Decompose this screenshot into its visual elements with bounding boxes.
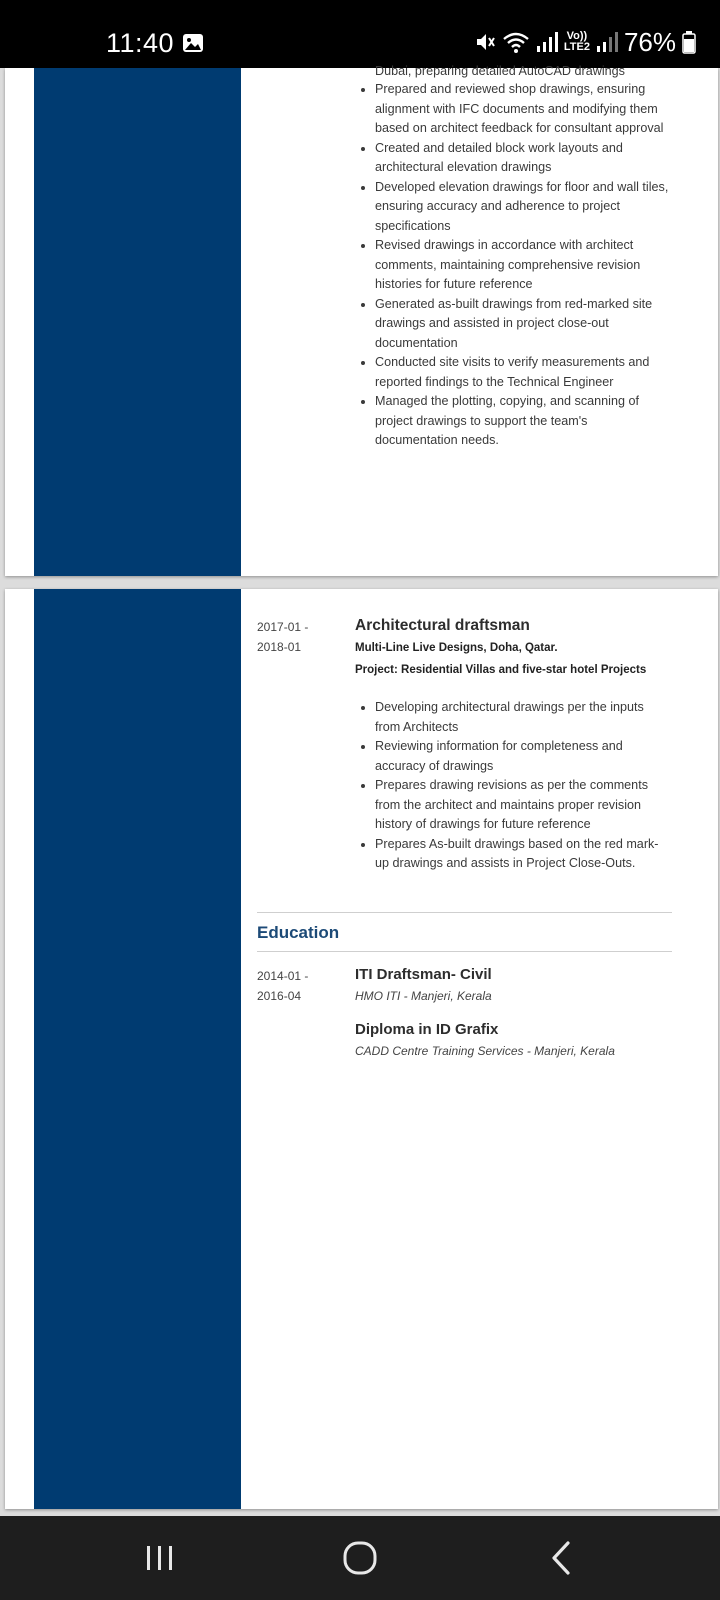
list-item: • Developing architectural drawings per the inputs from Architects <box>375 698 672 737</box>
cutoff-line: Dubai, preparing detailed AutoCAD drawings <box>375 64 625 78</box>
date-end: 2018-01 <box>257 640 302 654</box>
navigation-bar <box>0 1516 720 1600</box>
degree-title: ITI Draftsman- Civil <box>355 965 492 983</box>
sidebar-band <box>34 68 241 576</box>
list-item: • Conducted site visits to verify measurements and reported findings to the Technical Engineer <box>375 353 672 392</box>
list-item: • Prepares drawing revisions as per the comments from the architect and maintains proper revision history of drawings for future reference <box>375 776 672 835</box>
date-end: 2016-04 <box>257 988 302 1003</box>
experience-body <box>355 617 672 676</box>
list-item: • Prepares As-built drawings based on the red mark-up drawings and assists in Project Close-Outs. <box>375 835 672 874</box>
date-start: 2017-01 - <box>257 620 309 634</box>
education-dates <box>257 966 343 1006</box>
signal-2-icon <box>596 30 618 54</box>
volte-label: Vo)) <box>566 30 588 42</box>
page2-content <box>257 617 672 1076</box>
section-title-education: Education <box>257 912 672 952</box>
gallery-notification-icon <box>182 33 204 53</box>
mute-icon <box>474 30 496 54</box>
signal-icon <box>536 30 558 54</box>
experience-dates <box>257 617 343 657</box>
status-bar <box>0 0 720 68</box>
list-item: • Reviewing information for completeness and accuracy of drawings <box>375 737 672 776</box>
lte-label: LTE2 <box>563 41 590 53</box>
list-item: • Created and detailed block work layouts and architectural elevation drawings <box>375 139 672 178</box>
battery-icon <box>682 30 696 54</box>
list-item: • Prepared and reviewed shop drawings, ensuring alignment with IFC documents and modifying them based on architect feedback for consultant approval <box>375 80 672 139</box>
wifi-icon <box>502 30 530 54</box>
education-entry <box>257 966 672 1058</box>
page1-content <box>257 64 672 451</box>
job-title: Architectural draftsman <box>355 617 530 634</box>
battery-percent: 76% <box>623 26 676 57</box>
school-name: HMO ITI - Manjeri, Kerala <box>355 988 492 1003</box>
company-name: Multi-Line Live Designs, Doha, Qatar. <box>355 642 558 654</box>
list-item: • Generated as-built drawings from red-marked site drawings and assisted in project close-out documentation <box>375 295 672 354</box>
lte-indicator <box>564 31 590 53</box>
duties-list <box>257 698 672 874</box>
education-body <box>355 966 672 1058</box>
date-start: 2014-01 - <box>257 968 309 983</box>
list-item: • Revised drawings in accordance with architect comments, maintaining comprehensive revision histories for future reference <box>375 236 672 295</box>
project-name: Project: Residential Villas and five-star hotel Projects <box>355 664 647 676</box>
duties-list <box>257 80 672 451</box>
resume-page-1 <box>5 64 718 576</box>
sidebar-band <box>34 589 241 1509</box>
recent-apps-button[interactable] <box>140 1538 180 1578</box>
status-icons <box>474 26 696 58</box>
school-name: CADD Centre Training Services - Manjeri, Kerala <box>355 1043 615 1058</box>
status-time: 11:40 <box>106 28 175 58</box>
list-item: • Managed the plotting, copying, and scanning of project drawings to support the team's documentation needs. <box>375 392 672 451</box>
list-item: • Developed elevation drawings for floor and wall tiles, ensuring accuracy and adherence to project specifications <box>375 178 672 237</box>
degree-title: Diploma in ID Grafix <box>355 1020 499 1038</box>
back-button[interactable] <box>542 1538 582 1578</box>
experience-entry <box>257 617 672 874</box>
resume-page-2 <box>5 589 718 1509</box>
home-button[interactable] <box>340 1538 380 1578</box>
